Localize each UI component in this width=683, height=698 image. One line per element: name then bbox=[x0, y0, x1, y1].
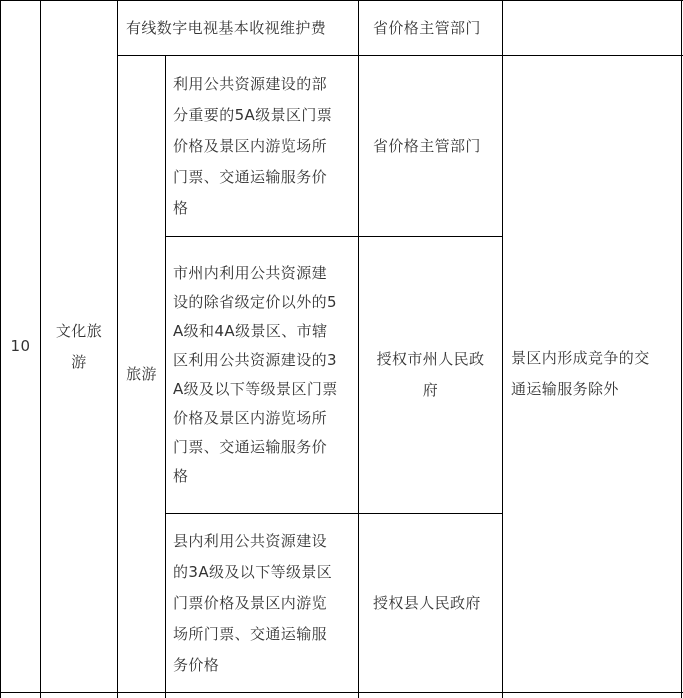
tourism-row-authority: 授权县人民政府 bbox=[373, 593, 481, 612]
tourism-row-authority-cell bbox=[359, 514, 502, 692]
first-row-item: 有线数字电视基本收视维护费 bbox=[126, 18, 327, 37]
first-row-note-cell bbox=[503, 1, 681, 55]
subcategory-cell bbox=[118, 56, 165, 692]
tourism-row-authority-cell bbox=[359, 56, 502, 236]
subcategory-label: 旅游 bbox=[126, 364, 157, 383]
row-number: 10 bbox=[10, 337, 31, 355]
tourism-row-item-cell bbox=[166, 237, 358, 513]
category-cell bbox=[41, 1, 117, 692]
first-row-authority-cell bbox=[359, 1, 502, 55]
table-border-right bbox=[681, 0, 682, 698]
category-label: 文化旅 游 bbox=[55, 321, 103, 371]
tourism-note: 景区内形成竞争的交 通运输服务除外 bbox=[511, 349, 650, 398]
row-number-cell bbox=[1, 1, 40, 692]
tourism-row-item: 县内利用公共资源建设 的3A级及以下等级景区 门票价格及景区内游览 场所门票、交通运输服 务价格 bbox=[173, 531, 333, 674]
tourism-row-item: 市州内利用公共资源建 设的除省级定价以外的5 A级和4A级景区、市辖 区利用公共资源建设的3 A级及以下等级景区门票 价格及景区内游览场所 门票、交通运输服务价 格 bbox=[173, 264, 338, 485]
first-row-item-cell bbox=[118, 1, 358, 55]
tourism-row-authority: 省价格主管部门 bbox=[373, 136, 481, 155]
tourism-row-item-cell bbox=[166, 56, 358, 236]
tourism-row-authority: 授权市州人民政 府 bbox=[376, 350, 485, 399]
tourism-row-authority-cell bbox=[359, 237, 502, 513]
tourism-note-cell bbox=[503, 56, 681, 692]
first-row-authority: 省价格主管部门 bbox=[373, 18, 481, 37]
tourism-row-item: 利用公共资源建设的部 分重要的5A级景区门票 价格及景区内游览场所 门票、交通运输服务价 格 bbox=[173, 74, 333, 217]
tourism-row-item-cell bbox=[166, 514, 358, 692]
table-border-bottom bbox=[0, 692, 683, 693]
